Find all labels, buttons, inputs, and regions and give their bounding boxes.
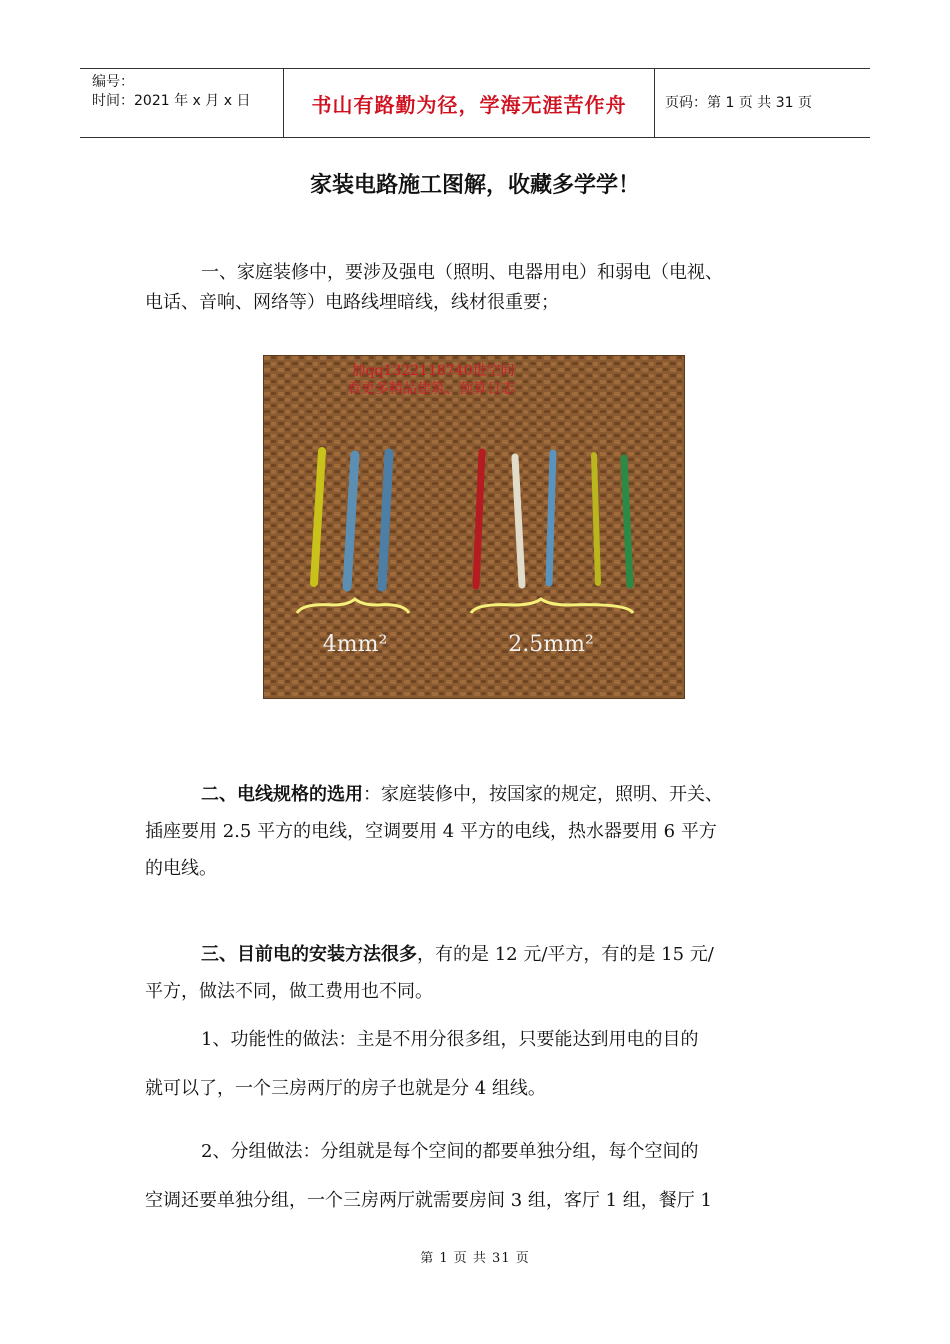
serial-label: 编号：	[92, 74, 134, 90]
time-label: 时间：2021 年 x 月 x 日	[92, 93, 251, 109]
yellow-green-wire-2-5mm	[594, 455, 598, 583]
paragraph-2-line-2: 插座要用 2.5 平方的电线，空调要用 4 平方的电线，热水器要用 6 平方	[145, 821, 717, 842]
list-item-2-line-1: 2、分组做法：分组就是每个空间的都要单独分组，每个空间的	[201, 1141, 699, 1162]
blue-wire-2-5mm	[549, 453, 553, 583]
header-motto: 书山有路勤为径，学海无涯苦作舟	[311, 92, 627, 117]
document-title: 家装电路施工图解，收藏多学学！	[309, 172, 640, 198]
header-page-info: 页码：第 1 页 共 31 页	[665, 94, 812, 111]
paragraph-1-line-2: 电话、音响、网络等）电路线埋暗线，线材很重要；	[145, 292, 559, 313]
header-page-cell	[655, 69, 870, 137]
label-4mm: 4mm²	[322, 632, 388, 657]
paragraph-2-line-1-text: ：家庭装修中，按国家的规定，照明、开关、	[363, 784, 723, 805]
header-meta-cell	[80, 69, 284, 137]
list-item-2-line-2: 空调还要单独分组，一个三房两厅就需要房间 3 组，客厅 1 组，餐厅 1	[145, 1190, 712, 1211]
page-footer: 第 1 页 共 31 页	[420, 1251, 530, 1266]
document-header	[80, 68, 870, 138]
paragraph-2-heading: 二、电线规格的选用	[201, 784, 363, 805]
photo-watermark-line-2: 看更多精品建筑、预算日志	[347, 381, 515, 397]
photo-watermark-line-1: 加qq1322118740进空间	[351, 363, 515, 379]
list-item-1-line-1: 1、功能性的做法：主是不用分很多组，只要能达到用电的目的	[201, 1029, 699, 1050]
paragraph-1-line-1: 一、家庭装修中，要涉及强电（照明、电器用电）和弱电（电视、	[201, 262, 723, 283]
paragraph-3-line-1	[201, 940, 714, 966]
header-motto-cell	[284, 69, 655, 137]
paragraph-3-line-1-text: ，有的是 12 元/平方，有的是 15 元/	[417, 944, 714, 965]
paragraph-2-line-1	[201, 780, 723, 806]
paragraph-3-heading: 三、目前电的安装方法很多	[201, 944, 417, 965]
label-2-5mm: 2.5mm²	[508, 632, 594, 657]
paragraph-2-line-3: 的电线。	[145, 858, 217, 879]
paragraph-3-line-2: 平方，做法不同，做工费用也不同。	[145, 981, 433, 1002]
wire-sample-photo	[263, 355, 685, 699]
list-item-1-line-2: 就可以了，一个三房两厅的房子也就是分 4 组线。	[145, 1078, 546, 1099]
